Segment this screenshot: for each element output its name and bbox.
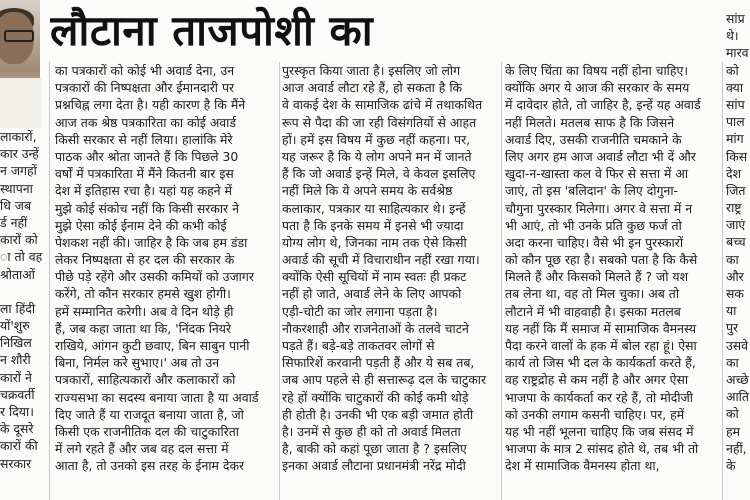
text-line: सिफारिशें करवानी पड़ती हैं और ये सब तब,: [282, 355, 475, 371]
headline: लौटाना ताजपोशी का: [50, 6, 374, 55]
text-line: लाकारों,: [0, 129, 37, 144]
text-line: इनका अवार्ड लौटाना प्रधानमंत्री नरेंद्र मोदी: [282, 458, 466, 474]
text-line: यों'शुरु: [0, 318, 30, 334]
text-line: में दावेदार होते, तो जाहिर है, इन्हें यह अवार्ड: [505, 97, 701, 113]
text-line: नहीं मिले कि ये अपने समय के सर्वश्रेष्ठ: [282, 183, 453, 199]
text-line: यह जरूर है कि ये लोग अपने मन में जानते: [282, 148, 472, 164]
text-line: र दिया।: [0, 404, 34, 419]
text-line: वर्षों में पत्रकारिता में मैंने कितनी बार इस: [55, 166, 234, 182]
text-line: मुझे ऐसा कोई ईनाम देने की कभी कोई: [55, 217, 227, 233]
text-line: पाठक और श्रोता जानते हैं कि पिछले 30: [55, 148, 239, 164]
text-line: रूप से पैदा की जा रही विसंगतियों से आहत: [282, 114, 477, 130]
text-line: योग्य लोग थे, जिनका नाम तक ऐसे किसी: [282, 234, 467, 250]
text-line: पुरस्कृत किया जाता है। इसलिए जो लोग: [282, 63, 461, 78]
text-line: पैदा करने वालों के हक में बोल रहा हूं। ऐसा: [505, 338, 697, 353]
text-line: श्रोताओं: [0, 266, 35, 282]
text-line: मिलते हैं और किसको मिलते हैं ? जो यश: [505, 269, 688, 285]
text-line: को: [726, 62, 739, 78]
text-line: है। उनमें से कुछ ही को तो अवार्ड मिलता: [282, 423, 461, 439]
text-line: राखिये, आंगन कुटी छवाए, बिन साबुन पानी: [55, 338, 250, 353]
column-right-partial: [726, 10, 750, 500]
text-line: खुदा-न-खास्ता कल वे फिर से सत्ता में आ: [505, 166, 688, 182]
text-line: के: [726, 457, 736, 473]
text-line: क्योंकि अगर ये आज की सरकार के समय: [505, 80, 690, 96]
text-line: नहीं,: [726, 440, 747, 456]
text-line: पेशकश नहीं की। जाहिर है कि जब हम डंडा: [55, 234, 248, 250]
text-line: अवार्ड की सूची में विचाराधीन नहीं रखा गया।: [282, 252, 480, 268]
text-line: चौगुना पुरस्कार मिलेगा। अगर वे सत्ता में न: [505, 200, 693, 216]
text-line: मुझे कोई संकोच नहीं कि किसी सरकार ने: [55, 200, 239, 216]
text-line: कारों ने: [0, 369, 32, 385]
text-line: राज्यसभा का सदस्य बनाया जाता है या अवार्ड: [55, 389, 259, 405]
text-line: कारों की: [0, 438, 38, 454]
text-line: लेकर निष्पक्षता से हर दल की सरकार के: [55, 252, 235, 268]
text-line: किसी एक राजनीतिक दल की चाटुकारिता: [55, 423, 240, 439]
text-line: जित: [726, 182, 746, 198]
text-line: न जगहों: [0, 163, 37, 179]
text-line: का पत्रकारों को कोई भी अवार्ड देना, उन: [55, 63, 235, 78]
text-line: भाजपा के कार्यकर्ता कर रहे हैं, तो मोदीजी: [505, 389, 693, 405]
author-photo: [0, 0, 40, 128]
column-3: [505, 62, 719, 500]
text-line: को: [726, 406, 739, 422]
column-1: [55, 62, 275, 500]
text-line: देश में इतिहास रचा है। यहां यह कहने में: [55, 183, 232, 199]
text-line: हों। हमें इस विषय में कुछ नहीं कहना। पर,: [282, 131, 471, 147]
text-line: मांग: [726, 131, 744, 147]
text-line: क्योंकि ऐसी सूचियों में नाम स्वतः ही प्रकट: [282, 269, 467, 285]
text-line: अच्छे: [726, 371, 749, 387]
text-line: में लगे रहते हैं और जब वह दल सत्ता में: [55, 441, 229, 457]
text-line: आता है, तो उनको इस तरह के ईनाम देकर: [55, 458, 245, 474]
text-line: पुर: [726, 320, 739, 336]
text-line: यह भी नहीं भूलना चाहिए कि जब संसद में: [505, 423, 694, 439]
text-line: पीछे पड़े रहेंगे और उसकी कमियों को उजागर: [55, 269, 254, 285]
text-line: सांप: [726, 96, 745, 112]
text-line: बच्च: [726, 234, 746, 250]
column-left-partial: [0, 128, 44, 500]
text-line: और: [726, 268, 744, 284]
text-line: का: [726, 251, 739, 267]
text-line: [0, 283, 44, 300]
text-line: हमें सम्मानित करेगी। अब वे दिन थोड़े ही: [55, 303, 234, 319]
text-line: जब आप पहले से ही सत्तारूढ़ दल के चाटुकार: [282, 372, 487, 388]
text-line: मारव: [726, 45, 749, 61]
text-line: हैं कि जो अवार्ड इन्हें मिले, वे केवल इसलिए: [282, 166, 476, 182]
text-line: रहे हों क्योंकि चाटुकारों की कोई कमी थोड़े: [282, 389, 469, 405]
text-line: पत्रकारों, साहित्यकारों और कलाकारों को: [55, 372, 236, 388]
text-line: को उनकी लगाम कसनी चाहिए। पर, हमें: [505, 406, 685, 422]
text-line: किस: [726, 148, 748, 164]
text-line: तब लेना था, वह तो मिल चुका। अब तो: [505, 286, 680, 302]
text-line: का: [726, 354, 739, 370]
text-line: आति: [726, 389, 749, 405]
text-line: पाल: [726, 114, 745, 130]
text-line: क्या: [726, 79, 744, 95]
text-line: हम: [726, 423, 740, 439]
text-line: बिना, निर्मल करे सुभाए।' अब तो उन: [55, 355, 220, 371]
text-line: अदा करना चाहिए। वैसे भी इन पुरस्कारों: [505, 234, 684, 250]
text-line: है, बाकी को कहां पूछा जाता है ? इसलिए: [282, 441, 467, 457]
text-line: को कौन पूछ रहा है। सबको पता है कि कैसे: [505, 252, 698, 268]
text-line: राष्ट्र: [726, 200, 742, 216]
text-line: थे।: [726, 28, 739, 44]
text-line: ही होती है। उनकी भी एक बड़ी जमात होती: [282, 406, 474, 422]
text-line: सरकार: [0, 455, 32, 471]
text-line: हैं, जब कहा जाता था कि, 'निंदक नियरे: [55, 320, 232, 336]
text-line: जाएं: [726, 217, 746, 233]
text-line: पत्रकारों की निष्पक्षता और ईमानदारी पर: [55, 80, 235, 96]
column-divider: [501, 62, 502, 500]
text-line: के लिए चिंता का विषय नहीं होना चाहिए।: [505, 63, 689, 78]
text-line: कार उन्हें: [0, 146, 39, 162]
text-line: यह नहीं कि मैं समाज में सामाजिक वैमनस्य: [505, 320, 697, 336]
text-line: कलाकार, पत्रकार या साहित्यकार थे। इन्हें: [282, 200, 466, 216]
text-line: करेंगे, तो कौन सरकार हमसे खुश होगी।: [55, 286, 231, 302]
text-line: लौटाने में भी वाहवाही है। इसका मतलब: [505, 303, 681, 319]
text-line: पता है कि इनके समय में इनसे भी ज्यादा: [282, 217, 464, 233]
column-divider: [49, 62, 50, 500]
text-line: देश में सामाजिक वैमनस्य होता था,: [505, 458, 660, 474]
column-2: [282, 62, 497, 500]
text-line: आज अवार्ड लौटा रहे हैं, हो सकता है कि: [282, 80, 463, 96]
text-line: चक्रवर्ती: [0, 386, 35, 402]
text-line: ला हिंदी: [0, 300, 36, 316]
text-line: नहीं मिलते। मतलब साफ है कि जिसने: [505, 114, 675, 130]
text-line: वह राष्ट्रद्रोह से कम नहीं है और अगर ऐसा: [505, 372, 689, 388]
text-line: आज तक श्रेष्ठ पत्रकारिता का कोई अवार्ड: [55, 114, 237, 130]
text-line: प्रश्नचिह्न लगा देता है। यही कारण है कि मैंने: [55, 97, 246, 113]
text-line: भी आएं, तो भी उनके प्रति कुछ फर्ज तो: [505, 217, 682, 233]
text-line: सांप्र: [726, 11, 745, 26]
text-line: के दूसरे: [0, 421, 34, 437]
text-line: भाजपा के मात्र 2 सांसद होते थे, तब भी तो: [505, 441, 699, 457]
text-line: दिए जाते हैं या राजदूत बनाया जाता है, जो: [55, 406, 244, 422]
text-line: अवार्ड दिए, उसकी राजनीति चमकाने के: [505, 131, 682, 147]
text-line: सक: [726, 286, 744, 301]
text-line: जाएं, तो इस 'बलिदान' के लिए दोगुना-: [505, 183, 679, 199]
text-line: लिए अगर हम आज अवार्ड लौटा भी दें और: [505, 148, 696, 164]
text-line: ा तो वह: [0, 249, 43, 265]
column-divider: [279, 62, 280, 500]
text-line: या: [726, 303, 737, 319]
text-line: धि जब: [0, 197, 32, 213]
text-line: र्ड नहीं: [0, 214, 28, 230]
text-line: कारों को: [0, 232, 38, 248]
text-line: नहीं हो जाते, अवार्ड लेने के लिए आपको: [282, 286, 462, 302]
column-divider: [722, 62, 723, 500]
text-line: उसवे: [726, 337, 749, 353]
text-line: पड़ते हैं। बड़े-बड़े ताकतवर लोगों से: [282, 338, 435, 353]
text-line: वे वाकई देश के सामाजिक ढांचे में तथाकथित: [282, 97, 483, 113]
text-line: एड़ी-चोटी का जोर लगाना पड़ता है।: [282, 303, 438, 319]
text-line: स्थापना: [0, 180, 33, 196]
text-line: देश: [726, 165, 742, 181]
text-line: न शौरी: [0, 352, 31, 368]
text-line: कार्य तो जिस भी दल के कार्यकर्ता करते हैं,: [505, 355, 696, 371]
text-line: नौकरशाही और राजनेताओं के तलवे चाटने: [282, 320, 469, 336]
text-line: किसी सरकार से नहीं लिया। हालांकि मेरे: [55, 131, 233, 147]
text-line: निखिल: [0, 335, 32, 351]
